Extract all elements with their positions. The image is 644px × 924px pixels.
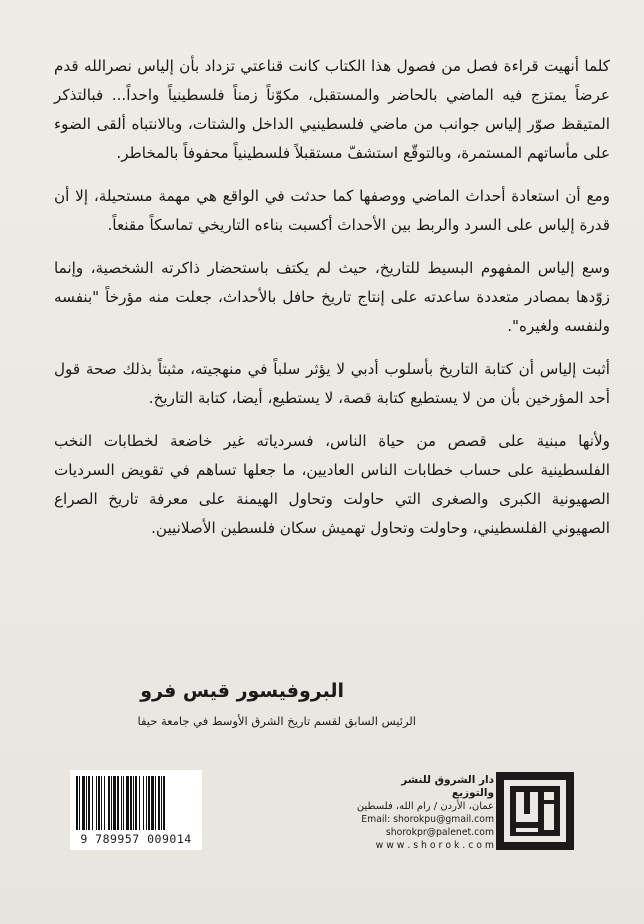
- barcode-bar: [104, 776, 105, 830]
- barcode-bar: [76, 776, 78, 830]
- publisher-email-1: Email: shorokpu@gmail.com: [361, 814, 494, 825]
- barcode-bar: [79, 776, 80, 830]
- author-title: الرئيس السابق لقسم تاريخ الشرق الأوسط في جامعة حيفا: [137, 714, 416, 728]
- publisher-email-2: shorokpr@palenet.com: [385, 827, 494, 838]
- paragraph-5: ولأنها مبنية على قصص من حياة الناس، فسردياته غير خاضعة لخطابات النخب الفلسطينية على حساب خطابات الناس العاديين، ما جعلها تساهم في تقويض السرديات الصهيونية الكبرى والصغرى التي حاولت وتحاول الهيمنة على معرفة تاريخ الصراع الصهيوني الفلسطيني، وحاولت وتحاول تهميش سكان فلسطين الأصلانيين.: [54, 432, 610, 537]
- barcode-bar: [108, 776, 110, 830]
- paragraph-4: أثبت إلياس أن كتابة التاريخ بأسلوب أدبي لا يؤثر سلباً في منهجيته، مثبتاً بذلك صحة قول أحد المؤرخين بأن من لا يستطيع كتابة قصة، لا يستطيع، أيضا، كتابة التاريخ.: [54, 360, 610, 407]
- publisher-name: دار الشروق للنشر والتوزيع: [401, 774, 494, 799]
- blurb-text: [54, 52, 610, 557]
- publisher-address: عمان، الأردن / رام الله، فلسطين: [356, 801, 494, 812]
- barcode-bar: [123, 776, 124, 830]
- barcode-bar: [96, 776, 97, 830]
- barcode-bar: [98, 776, 100, 830]
- barcode-bar: [139, 776, 140, 830]
- publisher-info: [356, 774, 494, 852]
- barcode-bar: [126, 776, 129, 830]
- barcode-bar: [92, 776, 93, 830]
- barcode-bar: [130, 776, 132, 830]
- barcode-bar: [143, 776, 144, 830]
- barcode-bar: [101, 776, 102, 830]
- paragraph-2: ومع أن استعادة أحداث الماضي ووصفها كما حدثت في الواقع هي مهمة مستحيلة، إلا أن قدرة إلياس على السرد والربط بين الأحداث أكسبت بناءه التاريخي تماسكاً مقنعاً.: [54, 187, 610, 234]
- barcode-bar: [161, 776, 162, 830]
- barcode-bars: [76, 776, 196, 830]
- author-name: البروفيسور قيس فرو: [140, 680, 344, 702]
- paragraph-1: كلما أنهيت قراءة فصل من فصول هذا الكتاب كانت قناعتي تزداد بأن إلياس نصرالله قدم عرضاً يمتزج فيه الماضي بالحاضر والمستقبل، مكوّناً زمناً فلسطينياً واحداً... فبالتذكر المتيقظ صوّر إلياس جوانب من ماضي فلسطينيي الداخل والشتات، وبالانتباه ألقى الضوء على مأساتهم المستمرة، وبالتوقّع استشفّ مستقبلاً فلسطينياً محفوفاً بالمخاطر.: [54, 57, 610, 162]
- paragraph-3: وسع إلياس المفهوم البسيط للتاريخ، حيث لم يكتف باستحضار ذاكرته الشخصية، وإنما زوّدها بمصادر متعددة ساعدته على إنتاج تاريخ حافل بالأحداث، جعلت منه مؤرخاً "بنفسه ولنفسه ولغيره".: [54, 259, 610, 335]
- barcode-bar: [155, 776, 156, 830]
- barcode-bar: [86, 776, 87, 830]
- barcode-bar: [146, 776, 147, 830]
- barcode-bar: [133, 776, 134, 830]
- barcode-bar: [135, 776, 137, 830]
- isbn-barcode: [70, 770, 202, 850]
- barcode-bar: [151, 776, 154, 830]
- barcode-bar: [82, 776, 85, 830]
- barcode-bar: [111, 776, 112, 830]
- barcode-bar: [117, 776, 119, 830]
- shorouk-logo-icon: [496, 772, 574, 850]
- barcode-bar: [148, 776, 150, 830]
- barcode-bar: [163, 776, 165, 830]
- publisher-website: w w w . s h o r o k . c o m: [375, 840, 494, 851]
- barcode-bar: [158, 776, 160, 830]
- publisher-logo: [496, 772, 574, 850]
- barcode-bar: [113, 776, 116, 830]
- barcode-bar: [88, 776, 90, 830]
- isbn-number: 9 789957 009014: [80, 832, 192, 846]
- barcode-bar: [121, 776, 122, 830]
